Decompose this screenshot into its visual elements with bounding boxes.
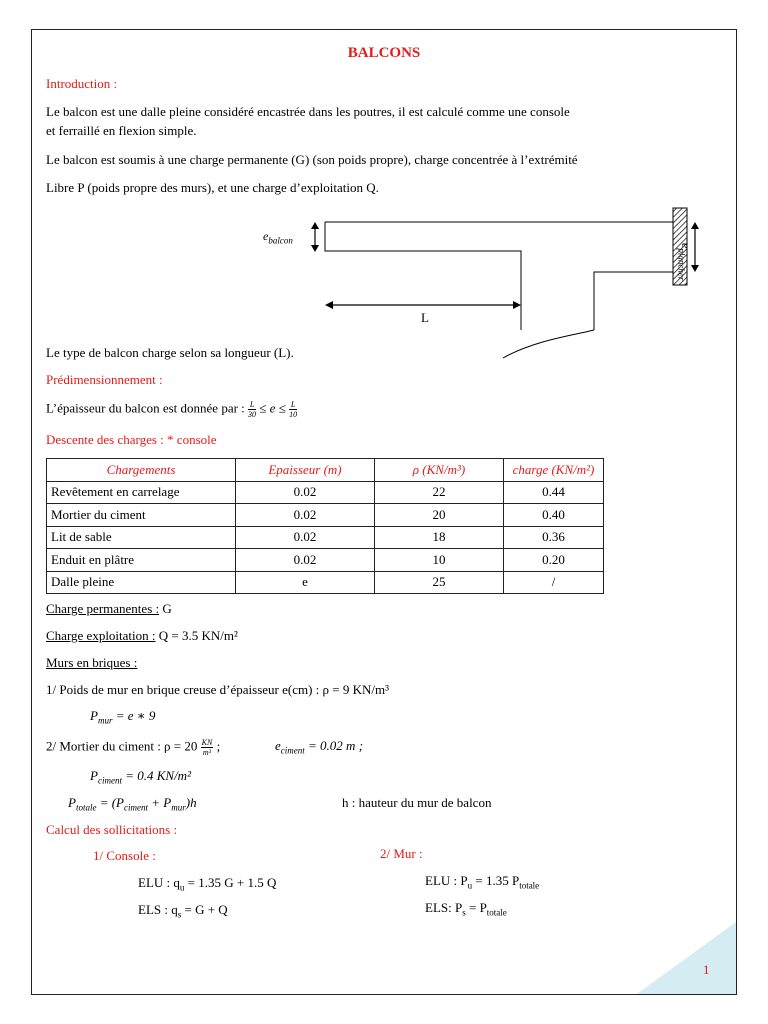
slab-outline	[325, 222, 673, 358]
header-charge: charge (KN/m²)	[504, 459, 604, 482]
length-label: L	[421, 310, 429, 325]
cell-epaisseur: 0.02	[236, 549, 375, 572]
charge-exploitation-value: Q = 3.5 KN/m²	[155, 628, 238, 643]
balcony-diagram-svg	[255, 205, 725, 365]
intro-paragraph-1-line-1: Le balcon est une dalle pleine considéré encastrée dans les poutres, il est calculé comme une console	[46, 104, 570, 119]
page-number: 1	[703, 962, 710, 977]
predim-fraction-max: $\frac{L}{10}$	[289, 400, 298, 419]
cell-epaisseur: 0.02	[236, 504, 375, 527]
cell-rho: 25	[375, 571, 504, 594]
charge-exploitation-label: Charge exploitation :	[46, 628, 156, 643]
predim-fraction-min: $\frac{L}{30}$	[248, 400, 257, 419]
cell-rho: 18	[375, 526, 504, 549]
mortier-unit-fraction: $\frac{KN}{\text{m³}}$	[201, 738, 213, 757]
table-row	[47, 549, 604, 572]
e-plancher-label: $e_{plancher}$	[676, 243, 693, 281]
cell-chargement: Mortier du ciment	[47, 504, 236, 527]
charge-permanente-line	[46, 601, 172, 617]
charges-table-header-row	[47, 459, 604, 482]
els-mur-formula: ELS: $P_s = P_{totale}$	[425, 900, 507, 918]
charges-table	[46, 458, 604, 594]
balcony-type-line: Le type de balcon charge selon sa longueur (L).	[46, 345, 294, 360]
intro-heading: Introduction :	[46, 76, 118, 91]
p-totale-formula: $P_{totale} = (P_{ciment} + P_{mur})h$	[68, 795, 197, 813]
h-note: h : hauteur du mur de balcon	[342, 795, 492, 810]
descente-heading: Descente des charges : * console	[46, 432, 217, 447]
balcony-diagram	[255, 205, 725, 365]
mortier-line	[46, 738, 220, 757]
cell-epaisseur: 0.02	[236, 526, 375, 549]
mur-heading: 2/ Mur :	[380, 846, 423, 861]
console-heading: 1/ Console :	[93, 848, 156, 863]
intro-paragraph-2-line-2: Libre P (poids propre des murs), et une charge d’exploitation Q.	[46, 180, 379, 195]
header-epaisseur: Epaisseur (m)	[236, 459, 375, 482]
elu-console-formula: ELU : $q_u = 1.35$ G + 1.5 Q	[138, 875, 277, 893]
page-title: BALCONS	[347, 45, 421, 61]
cell-rho: 22	[375, 481, 504, 504]
table-row	[47, 571, 604, 594]
elu-mur-formula: ELU : $P_u = 1.35$ $P_{totale}$	[425, 873, 540, 891]
cell-chargement: Lit de sable	[47, 526, 236, 549]
cell-charge: 0.44	[504, 481, 604, 504]
charge-permanente-label: Charge permanentes :	[46, 601, 160, 616]
table-row	[47, 481, 604, 504]
cell-chargement: Dalle pleine	[47, 571, 236, 594]
mortier-semicolon: ;	[213, 738, 221, 754]
header-rho: ρ (KN/m³)	[375, 459, 504, 482]
table-row	[47, 504, 604, 527]
predim-inequality: ≤ e ≤	[256, 400, 290, 416]
cell-chargement: Revêtement en carrelage	[47, 481, 236, 504]
murs-heading: Murs en briques :	[46, 655, 138, 670]
cell-rho: 10	[375, 549, 504, 572]
predim-heading: Prédimensionnement :	[46, 372, 163, 387]
cell-charge: 0.36	[504, 526, 604, 549]
e-balcon-label: $e_{balcon}$	[263, 229, 293, 246]
cell-charge: /	[504, 571, 604, 594]
sollicitations-heading: Calcul des sollicitations :	[46, 822, 178, 837]
intro-paragraph-2-line-1: Le balcon est soumis à une charge permanente (G) (son poids propre), charge concentrée à l’extrémité	[46, 152, 578, 167]
cell-rho: 20	[375, 504, 504, 527]
p-ciment-formula: $P_{ciment} = 0.4$ KN/m²	[90, 768, 191, 786]
charge-exploitation-line	[46, 628, 238, 644]
cell-epaisseur: 0.02	[236, 481, 375, 504]
cell-chargement: Enduit en plâtre	[47, 549, 236, 572]
page-corner-decoration	[637, 922, 736, 994]
mortier-text: 2/ Mortier du ciment : ρ = 20	[46, 738, 201, 754]
cell-epaisseur: e	[236, 571, 375, 594]
length-arrow	[325, 301, 521, 309]
table-row	[47, 526, 604, 549]
els-console-formula: ELS : $q_s = G + Q$	[138, 902, 228, 920]
murs-line-1: 1/ Poids de mur en brique creuse d’épaisseur e(cm) : ρ = 9 KN/m³	[46, 682, 389, 697]
predim-text: L’épaisseur du balcon est donnée par :	[46, 400, 249, 416]
charge-permanente-value: G	[159, 601, 172, 616]
intro-paragraph-1-line-2: et ferraillé en flexion simple.	[46, 123, 197, 138]
cell-charge: 0.40	[504, 504, 604, 527]
cell-charge: 0.20	[504, 549, 604, 572]
e-ciment-formula: $e_{ciment} = 0.02$ m ;	[275, 738, 364, 756]
predim-formula	[46, 400, 297, 419]
p-mur-formula: $P_{mur} = e$ ∗ 9	[90, 708, 156, 726]
e-balcon-arrow	[311, 222, 319, 252]
header-chargements: Chargements	[47, 459, 236, 482]
